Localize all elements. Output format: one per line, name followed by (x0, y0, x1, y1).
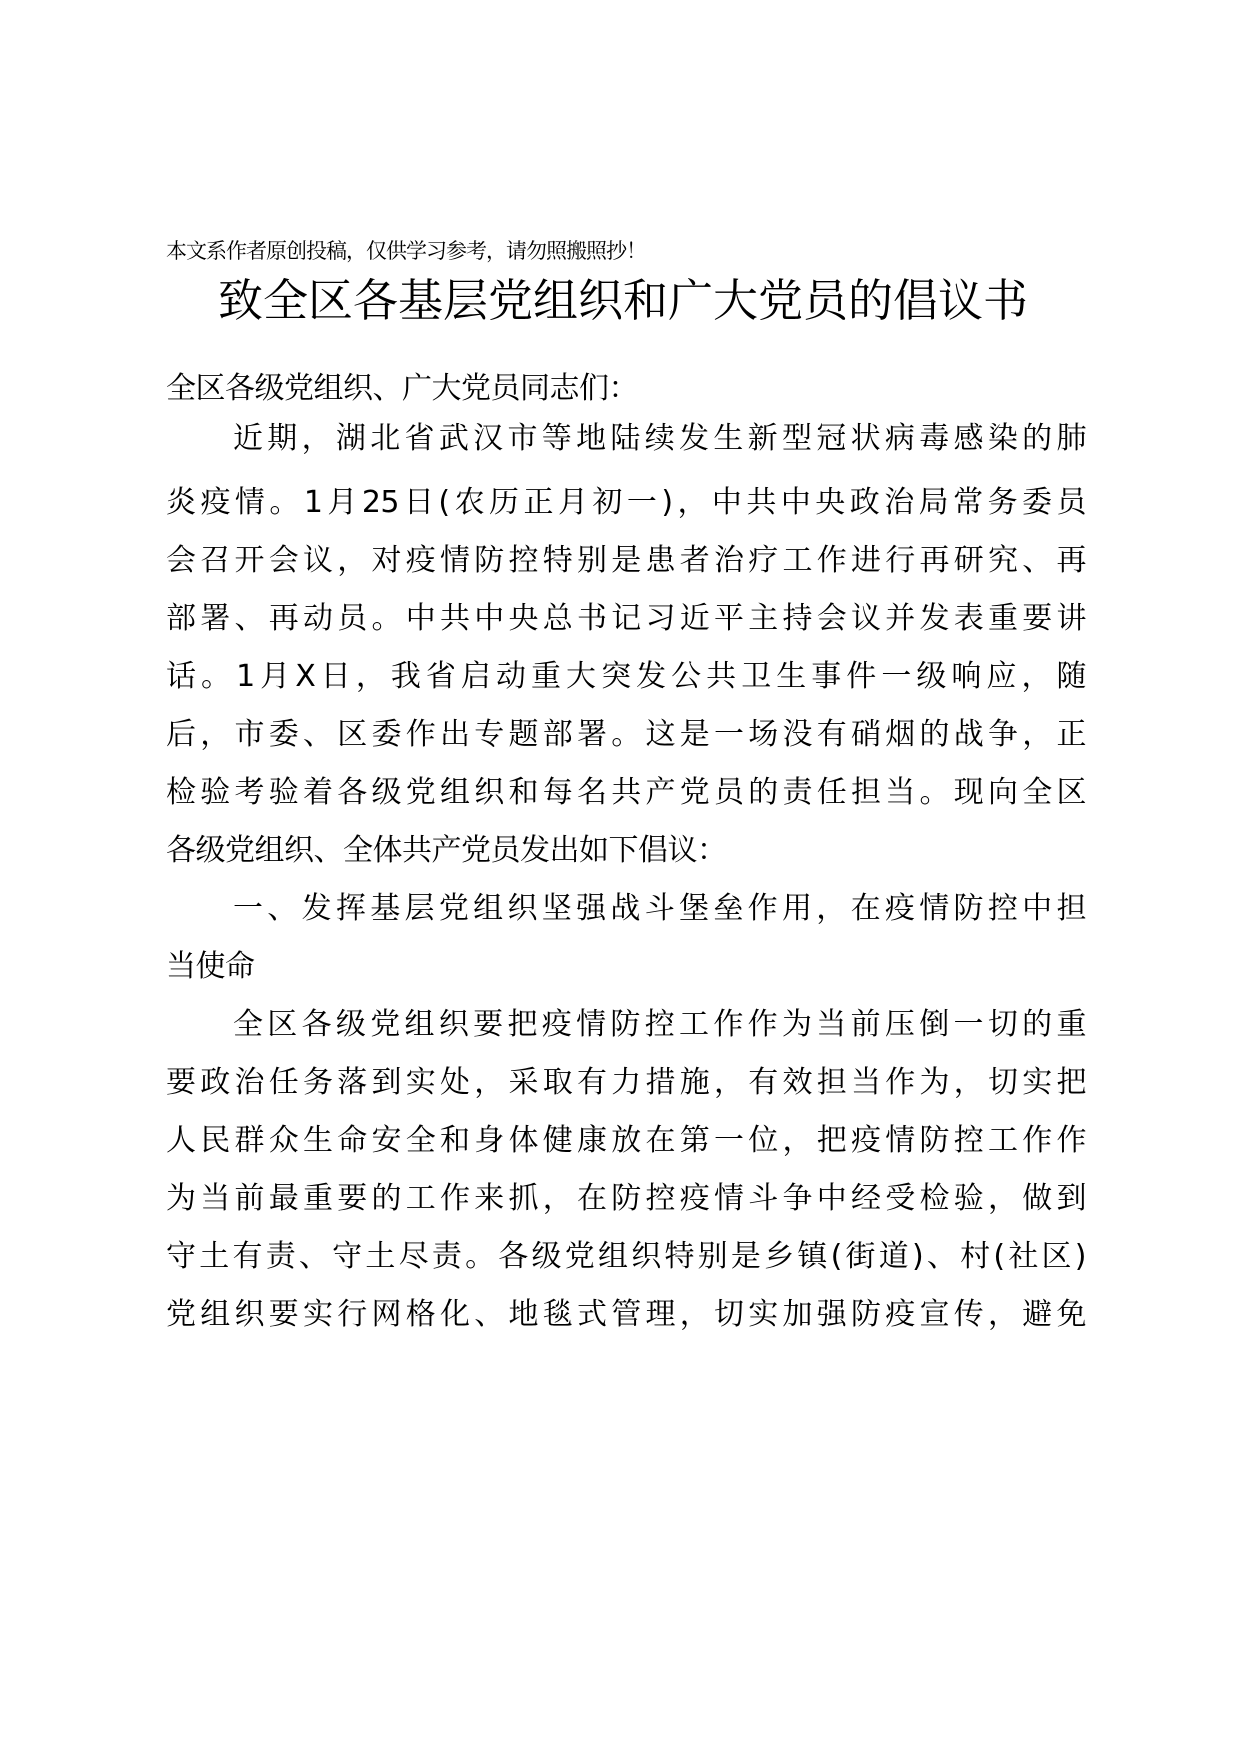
paragraph-line: 全区各级党组织要把疫情防控工作作为当前压倒一切的重 (233, 1007, 1086, 1042)
paragraph-line: 要政治任务落到实处，采取有力措施，有效担当作为，切实把 (166, 1065, 1086, 1100)
paragraph-line: 守土有责、守土尽责。各级党组织特别是乡镇(街道)、村(社区) (166, 1239, 1086, 1274)
copyright-notice: 本文系作者原创投稿，仅供学习参考，请勿照搬照抄！ (166, 239, 646, 263)
paragraph-line: 党组织要实行网格化、地毯式管理，切实加强防疫宣传，避免 (166, 1297, 1086, 1332)
paragraph-line: 人民群众生命安全和身体健康放在第一位，把疫情防控工作作 (166, 1123, 1086, 1158)
paragraph-line: 各级党组织、全体共产党员发出如下倡议： (166, 833, 727, 868)
section-heading-line: 当使命 (166, 949, 255, 984)
section-heading-line: 一、发挥基层党组织坚强战斗堡垒作用，在疫情防控中担 (233, 891, 1086, 926)
paragraph-line: 为当前最重要的工作来抓，在防控疫情斗争中经受检验，做到 (166, 1181, 1086, 1216)
paragraph-line: 检验考验着各级党组织和每名共产党员的责任担当。现向全区 (166, 775, 1086, 810)
paragraph-line: 会召开会议，对疫情防控特别是患者治疗工作进行再研究、再 (166, 543, 1086, 578)
salutation: 全区各级党组织、广大党员同志们： (166, 371, 638, 406)
paragraph-line: 话。1月X日，我省启动重大突发公共卫生事件一级响应，随 (166, 659, 1086, 694)
paragraph-line: 部署、再动员。中共中央总书记习近平主持会议并发表重要讲 (166, 601, 1086, 636)
paragraph-line: 炎疫情。1月25日(农历正月初一)，中共中央政治局常务委员 (166, 485, 1086, 520)
paragraph-line: 近期，湖北省武汉市等地陆续发生新型冠状病毒感染的肺 (233, 421, 1086, 456)
document-title: 致全区各基层党组织和广大党员的倡议书 (217, 274, 1028, 327)
paragraph-line: 后，市委、区委作出专题部署。这是一场没有硝烟的战争，正 (166, 717, 1086, 752)
